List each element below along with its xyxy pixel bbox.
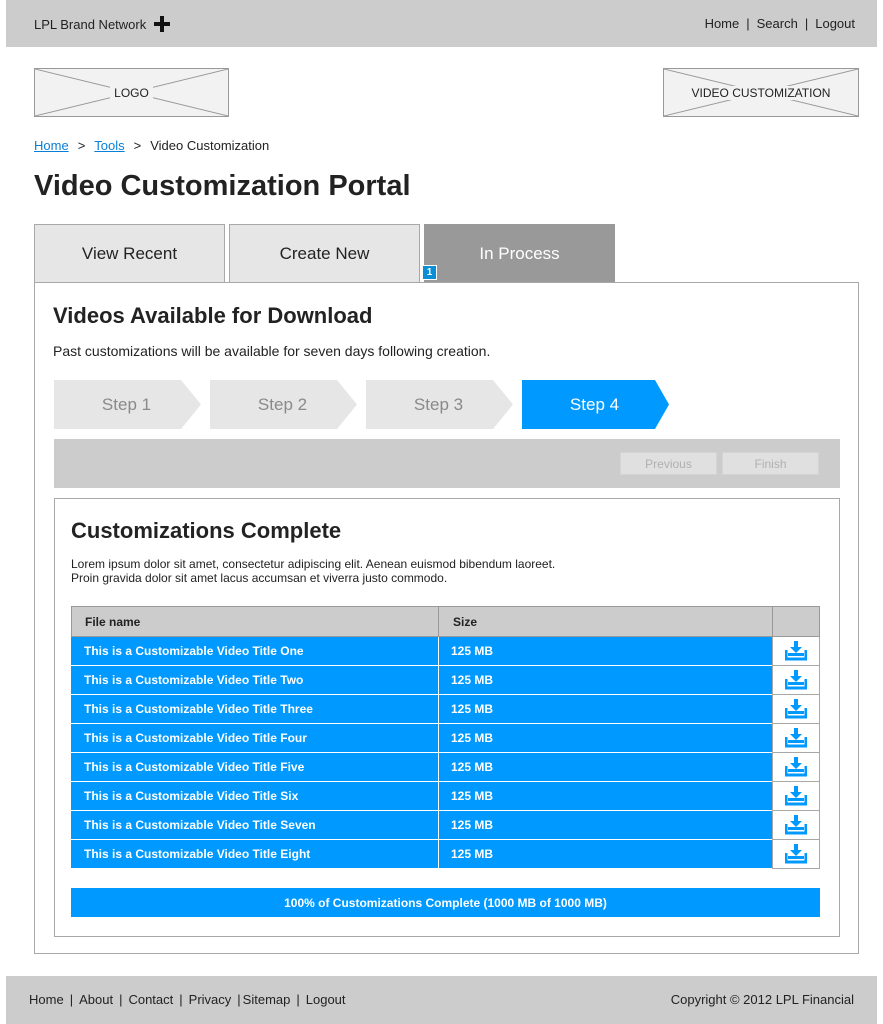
- table-row[interactable]: [71, 811, 820, 840]
- copyright: Copyright © 2012 LPL Financial: [670, 992, 854, 1007]
- tab-create-new[interactable]: [229, 224, 420, 283]
- top-nav: [705, 16, 855, 31]
- files-table: [71, 606, 820, 869]
- download-button[interactable]: [772, 724, 820, 753]
- download-icon: [785, 728, 807, 748]
- complete-description-line-2: Proin gravida dolor sit amet lacus accumsan et viverra justo commodo.: [71, 571, 448, 585]
- file-size-cell: 125 MB: [439, 637, 772, 665]
- breadcrumb-tools-link[interactable]: Tools: [94, 138, 125, 153]
- table-body: [71, 637, 820, 869]
- download-icon: [785, 757, 807, 777]
- customizations-complete-box: [54, 498, 840, 937]
- file-size-cell: 125 MB: [439, 695, 772, 723]
- complete-description: [71, 557, 671, 585]
- file-name-cell[interactable]: This is a Customizable Video Title Seven: [71, 811, 438, 839]
- complete-description-line-1: Lorem ipsum dolor sit amet, consectetur adipiscing elit. Aenean euismod bibendum laoreet.: [71, 557, 556, 571]
- column-header-size[interactable]: Size: [453, 614, 478, 629]
- step-label: Step 3: [413, 394, 464, 414]
- file-size-cell: 125 MB: [439, 666, 772, 694]
- file-name-cell[interactable]: This is a Customizable Video Title Two: [71, 666, 438, 694]
- file-name-cell[interactable]: This is a Customizable Video Title Six: [71, 782, 438, 810]
- previous-button[interactable]: Previous: [620, 452, 717, 475]
- download-button[interactable]: [772, 695, 820, 724]
- footer-about-link[interactable]: About: [79, 992, 114, 1007]
- tab-label: In Process: [479, 244, 560, 263]
- step-label: Step 2: [257, 394, 308, 414]
- complete-title: Customizations Complete: [71, 518, 342, 543]
- download-button[interactable]: [772, 666, 820, 695]
- download-button[interactable]: [772, 753, 820, 782]
- download-button[interactable]: [772, 840, 820, 869]
- footer-separator: |: [179, 992, 183, 1007]
- file-size-cell: 125 MB: [439, 840, 772, 868]
- footer-separator: |: [296, 992, 300, 1007]
- step-label: Step 4: [569, 394, 620, 414]
- nav-logout-link[interactable]: Logout: [815, 16, 855, 31]
- table-row[interactable]: [71, 753, 820, 782]
- nav-home-link[interactable]: Home: [704, 16, 740, 31]
- step-1[interactable]: [54, 380, 199, 429]
- file-name-cell[interactable]: This is a Customizable Video Title Three: [71, 695, 438, 723]
- brand[interactable]: [34, 16, 170, 32]
- table-row[interactable]: [71, 666, 820, 695]
- file-size-cell: 125 MB: [439, 724, 772, 752]
- file-name-cell[interactable]: This is a Customizable Video Title Five: [71, 753, 438, 781]
- table-row[interactable]: [71, 782, 820, 811]
- footer-home-link[interactable]: Home: [29, 992, 64, 1007]
- download-icon: [785, 641, 807, 661]
- step-4[interactable]: [522, 380, 667, 429]
- page-title: Video Customization Portal: [34, 170, 411, 202]
- table-header: [71, 606, 820, 637]
- logo-placeholder[interactable]: [34, 68, 229, 117]
- nav-separator: |: [746, 16, 750, 31]
- action-bar: [54, 439, 840, 488]
- download-icon: [785, 786, 807, 806]
- download-icon: [785, 699, 807, 719]
- breadcrumb-current: Video Customization: [150, 138, 270, 153]
- top-bar: [6, 0, 877, 47]
- step-label: Step 1: [101, 394, 152, 414]
- file-size-cell: 125 MB: [439, 782, 772, 810]
- breadcrumb-home-link[interactable]: Home: [34, 138, 69, 153]
- column-divider: [438, 607, 439, 636]
- section-description: Past customizations will be available for seven days following creation.: [53, 343, 491, 359]
- tab-view-recent[interactable]: [34, 224, 225, 283]
- download-icon: [785, 815, 807, 835]
- download-button[interactable]: [772, 782, 820, 811]
- tab-label: Create New: [279, 244, 370, 263]
- table-row[interactable]: [71, 637, 820, 666]
- main-panel: [34, 282, 859, 954]
- breadcrumb-separator: >: [77, 138, 86, 153]
- tab-label: View Recent: [81, 244, 178, 263]
- column-header-file-name[interactable]: File name: [85, 614, 141, 629]
- logo-label: LOGO: [110, 86, 153, 100]
- table-row[interactable]: [71, 840, 820, 869]
- breadcrumb: [34, 138, 269, 153]
- footer: [6, 976, 877, 1024]
- video-customization-label: VIDEO CUSTOMIZATION: [688, 86, 835, 100]
- footer-separator: |: [119, 992, 123, 1007]
- download-icon: [785, 844, 807, 864]
- tab-in-process[interactable]: [424, 224, 615, 283]
- column-divider: [772, 607, 773, 636]
- table-row[interactable]: [71, 724, 820, 753]
- plus-icon: [154, 16, 170, 32]
- footer-logout-link[interactable]: Logout: [305, 992, 346, 1007]
- step-3[interactable]: [366, 380, 511, 429]
- footer-privacy-link[interactable]: Privacy: [188, 992, 232, 1007]
- progress-bar: 100% of Customizations Complete (1000 MB of 1000 MB): [71, 888, 820, 917]
- brand-name: LPL Brand Network: [34, 16, 147, 32]
- table-row[interactable]: [71, 695, 820, 724]
- file-size-cell: 125 MB: [439, 811, 772, 839]
- nav-search-link[interactable]: Search: [756, 16, 798, 31]
- footer-sitemap-link[interactable]: Sitemap: [242, 992, 291, 1007]
- file-name-cell[interactable]: This is a Customizable Video Title Four: [71, 724, 438, 752]
- section-title: Videos Available for Download: [53, 303, 373, 328]
- footer-nav: [29, 992, 346, 1007]
- file-name-cell[interactable]: This is a Customizable Video Title One: [71, 637, 438, 665]
- download-button[interactable]: [772, 637, 820, 666]
- nav-separator: |: [804, 16, 809, 31]
- footer-separator: |: [237, 992, 241, 1007]
- breadcrumb-separator: >: [133, 138, 142, 153]
- video-customization-placeholder[interactable]: [663, 68, 859, 117]
- footer-separator: |: [69, 992, 74, 1007]
- step-2[interactable]: [210, 380, 355, 429]
- file-size-cell: 125 MB: [439, 753, 772, 781]
- footer-contact-link[interactable]: Contact: [128, 992, 174, 1007]
- finish-button[interactable]: Finish: [722, 452, 819, 475]
- tab-count-badge: 1: [422, 265, 437, 280]
- file-name-cell[interactable]: This is a Customizable Video Title Eight: [71, 840, 438, 868]
- download-button[interactable]: [772, 811, 820, 840]
- download-icon: [785, 670, 807, 690]
